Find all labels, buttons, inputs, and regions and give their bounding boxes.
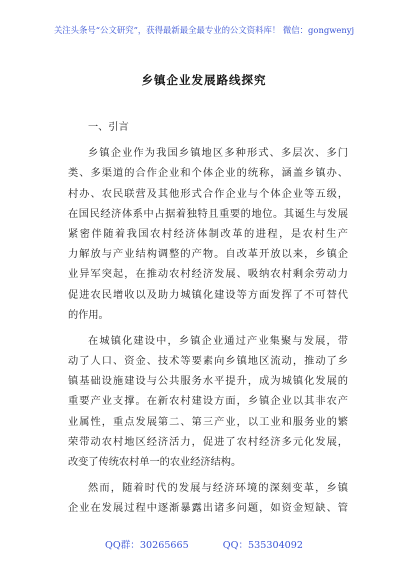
text-line: 镇基础设施建设与公共服务水平提升，成为城镇化发展的: [68, 376, 348, 388]
text-line: 促进农民增收以及助力城镇化建设等方面发挥了不可替代: [68, 289, 348, 301]
text-line: 业属性，重点发展第二、第三产业，以工业和服务业的繁: [68, 416, 348, 428]
text-line: 类、多渠道的合作企业和个体企业的统称，涵盖乡镇办、: [68, 168, 348, 180]
text-line: 业异军突起，在推动农村经济发展、吸纳农村剩余劳动力: [68, 269, 348, 281]
text-line: 的作用。: [68, 309, 109, 321]
footer-qq: QQ：535304092: [222, 540, 303, 551]
paragraph-2: [68, 332, 348, 473]
text-line: 改变了传统农村单一的农业经济结构。: [68, 457, 242, 468]
paragraph-3: [68, 479, 348, 519]
text-line: 乡镇企业作为我国乡镇地区多种形式、多层次、多门: [88, 148, 348, 160]
text-line: 在城镇化建设中，乡镇企业通过产业集聚与发展，带: [88, 335, 348, 347]
section-heading: 一、引言: [88, 122, 129, 133]
footer-contact: [0, 537, 408, 551]
text-line: 荣带动农村地区经济活力，促进了农村经济多元化发展，: [68, 436, 348, 448]
text-line: 然而，随着时代的发展与经济环境的深刻变革，乡镇: [88, 483, 348, 495]
text-line: 动了人口、资金、技术等要素向乡镇地区流动，推动了乡: [68, 356, 348, 368]
text-line: 重要产业支撑。在新农村建设方面，乡镇企业以其非农产: [68, 396, 348, 408]
footer-qq-group: QQ群：30265665: [104, 540, 189, 551]
text-line: 力解放与产业结构调整的产物。自改革开放以来，乡镇企: [68, 249, 348, 261]
header-note: 关注头条号“公文研究”，获得最新最全最专业的公文资料库！ 微信：gongwenyj: [53, 25, 355, 35]
document-body: [68, 118, 348, 520]
text-line: 紧密伴随着我国农村经济体制改革的进程，是农村生产: [68, 228, 348, 240]
text-line: 村办、农民联营及其他形式合作企业与个体企业等五级，: [68, 188, 348, 200]
page-title: 乡镇企业发展路线探究: [141, 73, 267, 87]
text-line: 企业在发展过程中逐渐暴露出诸多问题，如资金短缺、管: [68, 503, 348, 515]
text-line: 在国民经济体系中占据着独特且重要的地位。其诞生与发展: [68, 208, 348, 220]
paragraph-1: [68, 144, 348, 326]
